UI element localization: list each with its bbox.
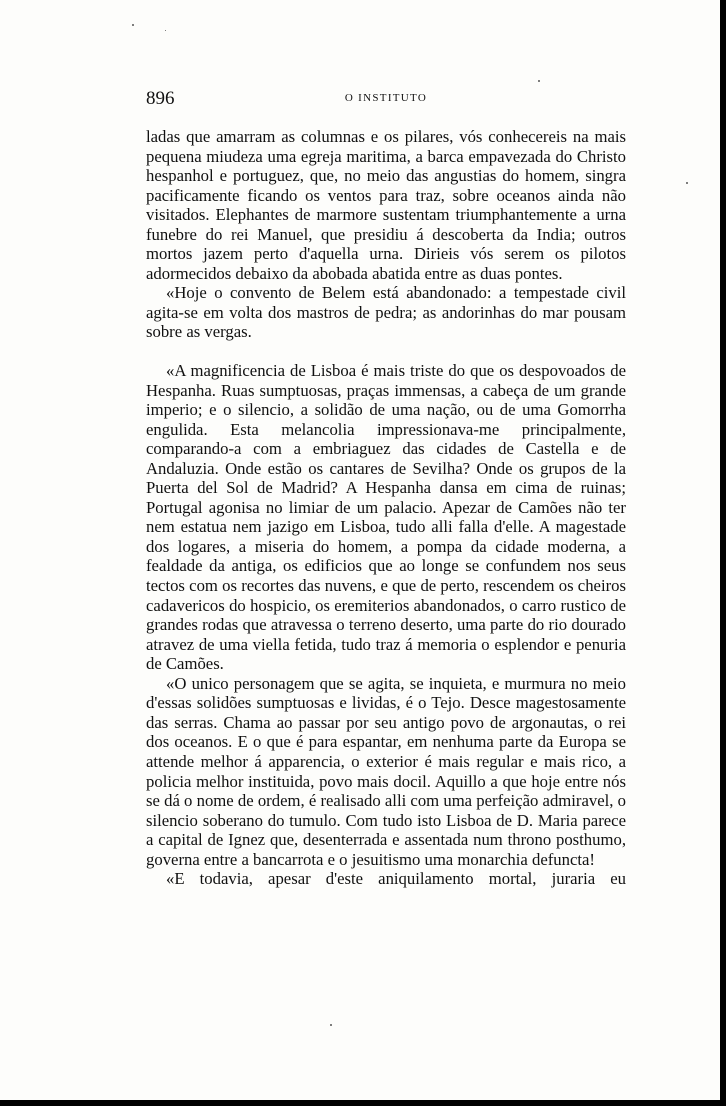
print-speck	[330, 1024, 332, 1026]
running-head	[146, 88, 626, 112]
paragraph-convent-abandoned: «Hoje o convento de Belem está abandonado: a tempestade civil agita-se em volta dos mastros de pedra; as andorinhas do mar pousam sobre as vergas.	[146, 283, 626, 342]
paragraph-tejo: «O unico personagem que se agita, se inquieta, e murmura no meio d'essas solidões sumptuosas e lividas, é o Tejo. Desce magestosamente das serras. Chama ao passar por seu antigo povo de argonautas, o rei dos oceanos. E o que é para espantar, em nenhuma parte da Europa se attende melhor á apparencia, o exterior é mais regular e mais rico, a policia melhor instituida, povo mais docil. Aquillo a que hoje entre nós se dá o nome de ordem, é realisado alli com uma perfeição admiravel, o silencio soberano do tumulo. Com tudo isto Lisboa de D. Maria parece a capital de Ignez que, desenterrada e assentada num throno posthumo, governa entre a bancarrota e o jesuitismo uma monarchia defuncta!	[146, 673, 626, 869]
paragraph-todavia: «E todavia, apesar d'este aniquilamento mortal, juraria eu	[166, 869, 626, 889]
paragraph-lisbon-magnificence: «A magnificencia de Lisboa é mais triste do que os despovoados de Hespanha. Ruas sumptuosas, praças immensas, a cabeça de um grande imperio; e o silencio, a solidão de uma nação, ou de uma Gomorrha engulida. Esta melancolia impressionava-me principalmente, comparando-a com a embriaguez das cidades de Castella e de Andaluzia. Onde estão os cantares de Sevilha? Onde os grupos de la Puerta del Sol de Madrid? A Hespanha dansa em cima de ruinas; Portugal agonisa no limiar de um palacio. Apezar de Camões não ter nem estatua nem jazigo em Lisboa, tudo alli falla d'elle. A magestade dos logares, a miseria do homem, a pompa da cidade moderna, a fealdade da antiga, os edificios que ao longe se confundem nos seus tectos com os recortes das nuvens, e que de perto, rescendem os cheiros cadavericos do hospicio, os eremiterios abandonados, o carro rustico de grandes rodas que atravessa o terreno deserto, uma parte do rio dourado atravez de uma viella fetida, tudo traz á memoria o esplendor e penuria de Camões.	[146, 361, 626, 674]
page-number: 896	[146, 88, 175, 109]
print-speck	[686, 182, 688, 184]
body-text	[146, 127, 626, 889]
paragraph-belem-church: ladas que amarram as columnas e os pilares, vós conhecereis na mais pequena miudeza uma egreja maritima, a barca empavezada do Christo hespanhol e portuguez, que, no meio das angustias do homem, singra pacificamente ficando os ventos para traz, sobre oceanos ainda não visitados. Elephantes de marmore sustentam triumphantemente a urna funebre do rei Manuel, que presidiu á descoberta da India; outros mortos jazem perto d'aquella urna. Dirieis vós serem os pilotos adormecidos debaixo da abobada abatida entre as duas pontes.	[146, 127, 626, 283]
journal-title: O INSTITUTO	[344, 92, 428, 104]
print-speck	[538, 80, 540, 82]
print-speck	[165, 30, 166, 31]
section-gap	[146, 342, 626, 361]
print-speck	[132, 24, 134, 26]
